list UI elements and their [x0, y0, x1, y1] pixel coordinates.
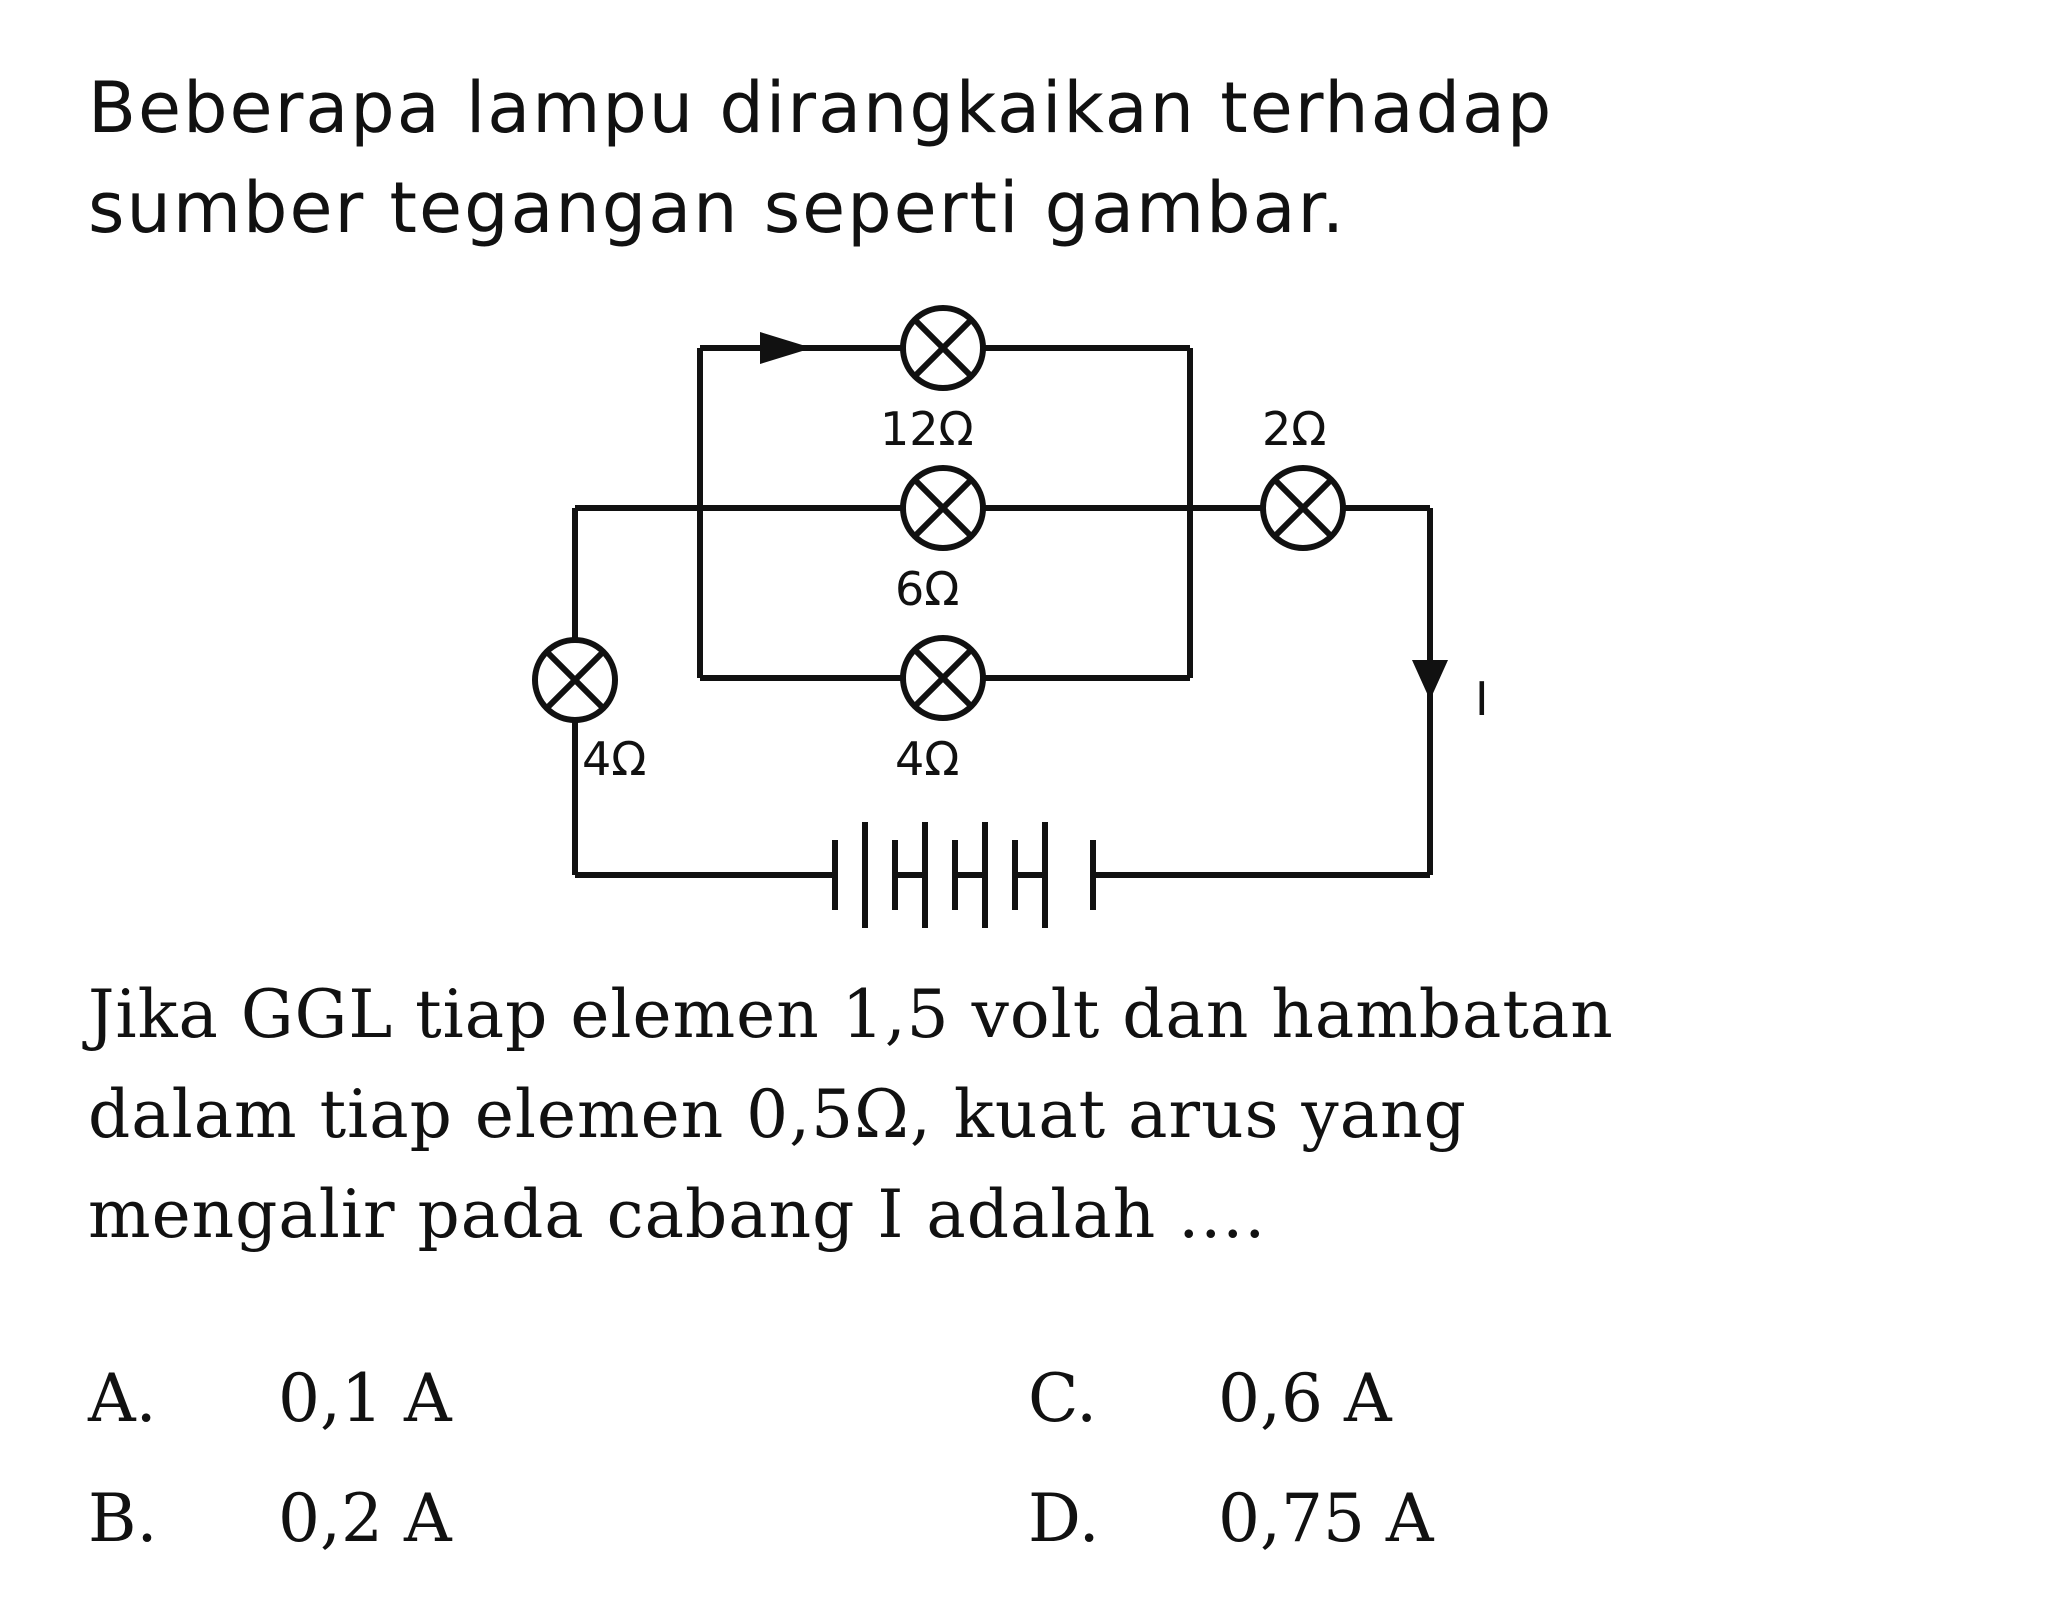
option-c[interactable] [1028, 1360, 1392, 1437]
lamp-middle-label: 6Ω [895, 562, 960, 616]
lamp-bottom-icon [903, 638, 983, 718]
option-a-value: 0,1 A [278, 1360, 452, 1437]
lamp-top-label: 12Ω [880, 402, 974, 456]
option-a-letter: A. [88, 1360, 157, 1437]
lamp-top-icon [903, 308, 983, 388]
current-arrow-right [1412, 660, 1448, 700]
option-d-letter: D. [1028, 1480, 1100, 1557]
option-d-value: 0,75 A [1218, 1480, 1434, 1557]
option-b-letter: B. [88, 1480, 158, 1557]
lamp-series-right-icon [1263, 468, 1343, 548]
option-b[interactable] [88, 1480, 452, 1557]
lamp-left-icon [535, 640, 615, 720]
question-line-2: dalam tiap elemen 0,5Ω, kuat arus yang [88, 1076, 1467, 1153]
current-label: I [1475, 672, 1489, 726]
option-a[interactable] [88, 1360, 452, 1437]
question-text [88, 965, 1614, 1265]
option-c-letter: C. [1028, 1360, 1098, 1437]
lamp-middle-icon [903, 468, 983, 548]
question-line-3: mengalir pada cabang I adalah .... [88, 1176, 1267, 1253]
intro-line-1: Beberapa lampu dirangkaikan terhadap [88, 67, 1554, 149]
option-b-value: 0,2 A [278, 1480, 452, 1557]
option-c-value: 0,6 A [1218, 1360, 1392, 1437]
lamp-series-right-label: 2Ω [1262, 402, 1327, 456]
current-arrow-top [760, 332, 812, 364]
intro-line-2: sumber tegangan seperti gambar. [88, 167, 1347, 249]
option-d[interactable] [1028, 1480, 1434, 1557]
lamp-left-label: 4Ω [582, 732, 647, 786]
lamp-bottom-label: 4Ω [895, 732, 960, 786]
battery [835, 822, 1093, 928]
question-line-1: Jika GGL tiap elemen 1,5 volt dan hambatan [88, 976, 1614, 1053]
